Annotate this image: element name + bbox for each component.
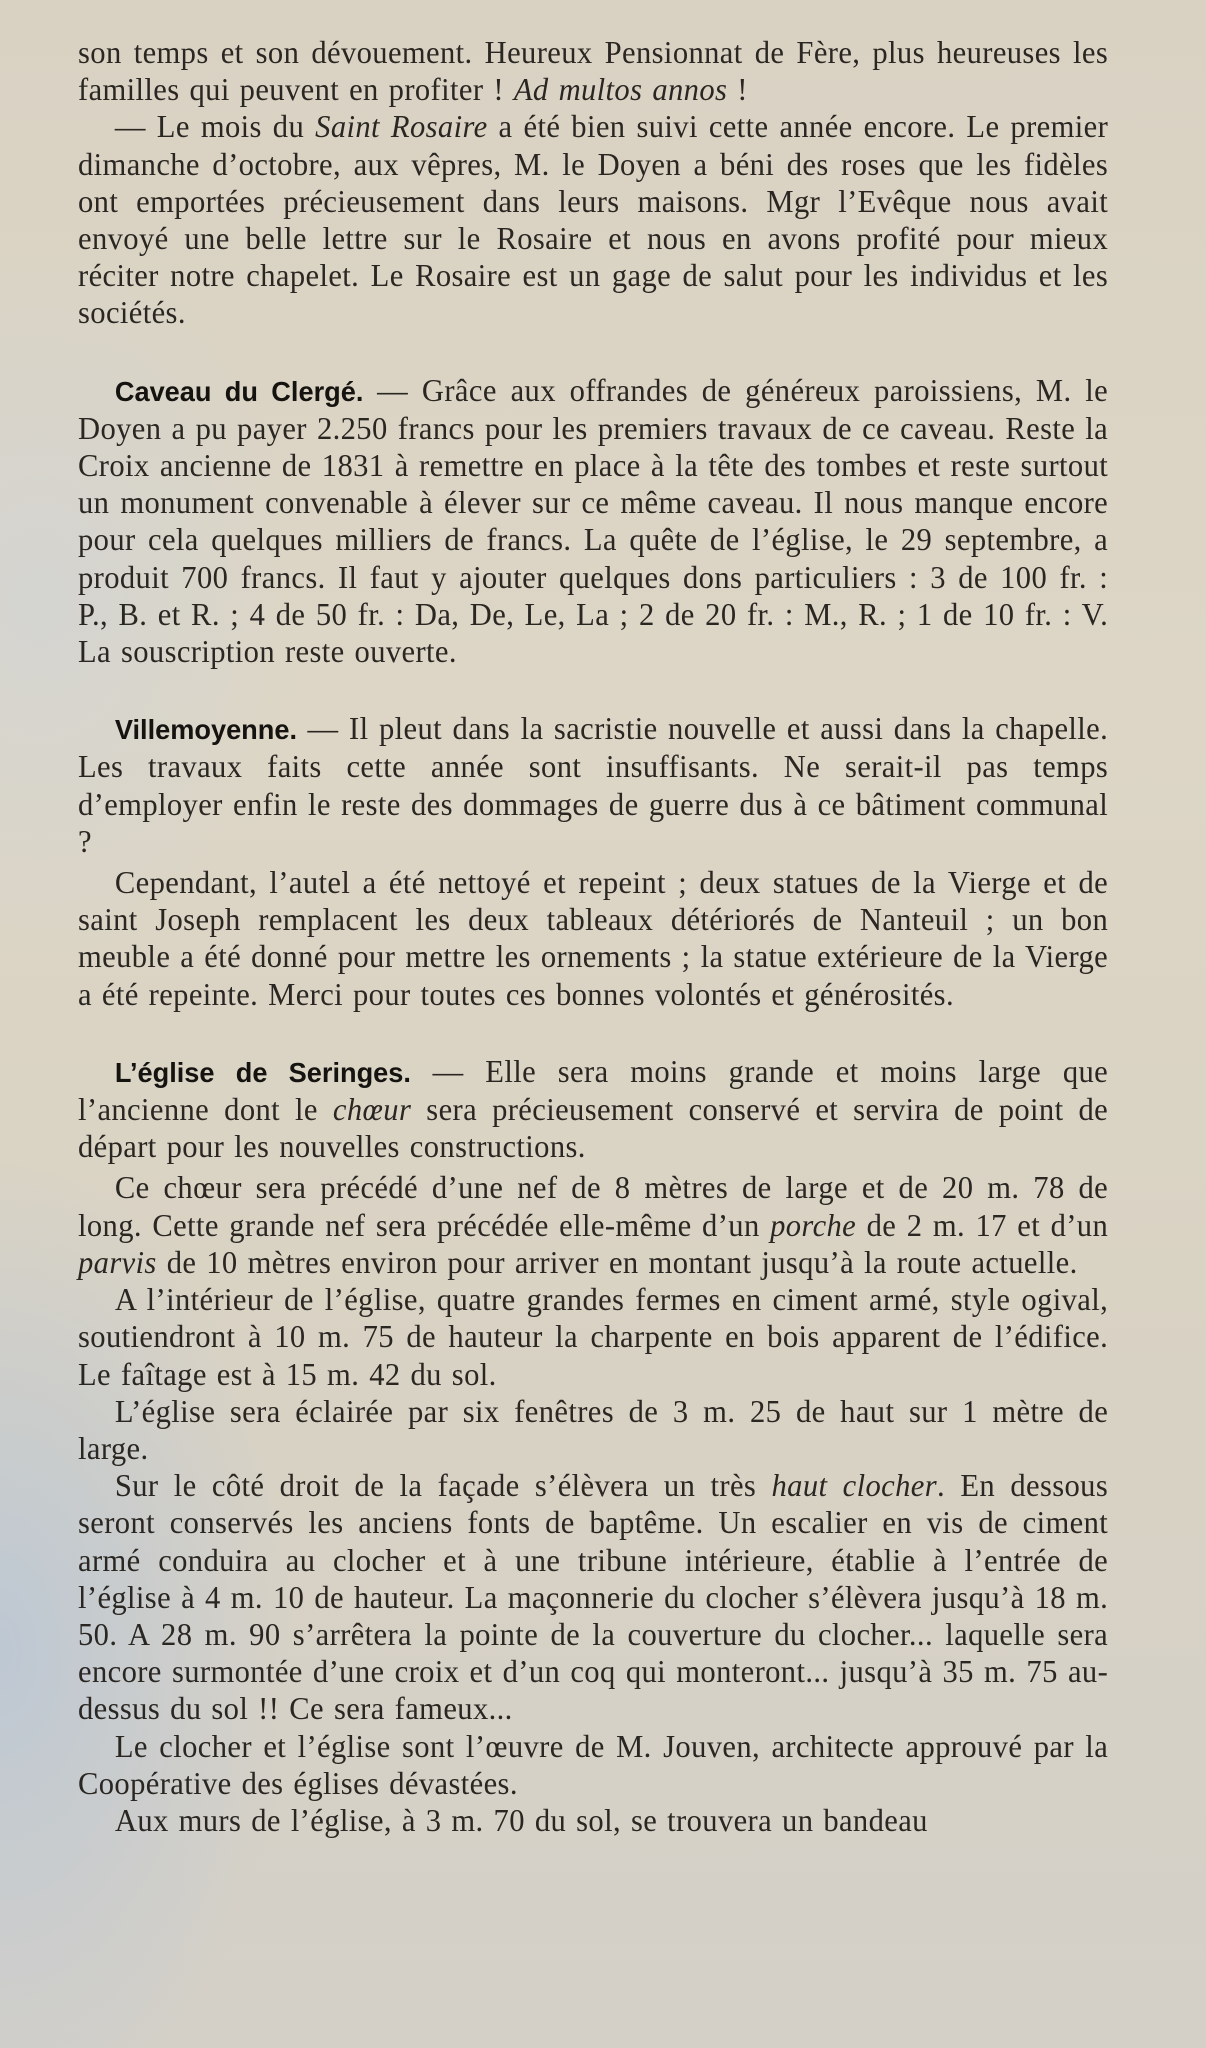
seringes-heading: L’église de Seringes. bbox=[114, 1056, 411, 1088]
document-page bbox=[78, 34, 1140, 1839]
rosaire-paragraph: — Le mois du Saint Rosaire a été bien suivi cette année encore. Le premier dimanche d’octobre, aux vêpres, M. le Doyen a béni des roses que les fidèles ont emportées précieusement dans leurs maisons. Mgr l’Evêque nous avait envoyé une belle lettre sur le Rosaire et nous en avons profité pour mieux réciter notre chapelet. Le Rosaire est un gage de salut pour les individus et les sociétés. bbox=[78, 109, 1109, 331]
saint-rosaire-italic: Saint Rosaire bbox=[315, 109, 488, 145]
latin-phrase: Ad multos annos bbox=[513, 72, 728, 108]
seringes-section: L’église de Seringes. — Elle sera moins grande et moins large que l’ancienne dont le chœur sera précieusement conservé et servira de point de départ pour les nouvelles constructions. bbox=[78, 1053, 1109, 1165]
seringes-paragraph-clocher: Sur le côté droit de la façade s’élèvera un très haut clocher. En dessous seront conservés les anciens fonts de baptême. Un escalier en vis de ciment armé conduira au clocher et à une tribune intérieure, établie à l’entrée de l’église à 4 m. 10 de hauteur. La maçonnerie du clocher s’élèvera jusqu’à 18 m. 50. A 28 m. 90 s’arrêtera la pointe de la couverture du clocher... laquelle sera encore surmontée d’une croix et d’un coq qui monteront... jusqu’à 35 m. 75 au-dessus du sol !! Ce sera fameux... bbox=[78, 1468, 1109, 1727]
villemoyenne-section bbox=[78, 710, 1108, 860]
seringes-paragraph-fermes: A l’intérieur de l’église, quatre grandes fermes en ciment armé, style ogival, soutiendront à 10 m. 75 de hauteur la charpente en bois apparent de l’édifice. Le faîtage est à 15 m. 42 du sol. bbox=[78, 1282, 1109, 1392]
seringes-paragraph-architecte: Le clocher et l’église sont l’œuvre de M. Jouven, architecte approuvé par la Coopérative des églises dévastées. bbox=[78, 1728, 1109, 1801]
villemoyenne-paragraph-2: Cependant, l’autel a été nettoyé et repeint ; deux statues de la Vierge et de saint Joseph remplacent les deux tableaux détériorés de Nanteuil ; un bon meuble a été donné pour mettre les ornements ; la statue extérieure de la Vierge a été repeinte. Merci pour toutes ces bonnes volontés et générosités. bbox=[78, 865, 1109, 1012]
caveau-heading: Caveau du Clergé. bbox=[114, 375, 364, 407]
villemoyenne-text: — Il pleut dans la sacristie nouvelle et aussi dans la chapelle. Les travaux faits cette année sont insuffisants. Ne serait-il pas temps d’employer enfin le reste des dommages de guerre dus à ce bâtiment communal ? bbox=[78, 711, 1109, 859]
caveau-section bbox=[78, 372, 1108, 671]
seringes-paragraph-nef: Ce chœur sera précédé d’une nef de 8 mètres de large et de 20 m. 78 de long. Cette grande nef sera précédée elle-même d’un porche de 2 m. 17 et d’un parvis de 10 mètres environ pour arriver en montant jusqu’à la route actuelle. bbox=[78, 1170, 1109, 1280]
villemoyenne-heading: Villemoyenne. bbox=[114, 714, 298, 746]
intro-paragraph: son temps et son dévouement. Heureux Pensionnat de Fère, plus heureuses les familles qui peuvent en profiter ! Ad multos annos ! bbox=[78, 35, 1109, 108]
seringes-paragraph-bandeau: Aux murs de l’église, à 3 m. 70 du sol, se trouvera un bandeau bbox=[114, 1802, 928, 1838]
caveau-text: — Grâce aux offrandes de généreux paroissiens, M. le Doyen a pu payer 2.250 francs pour les premiers travaux de ce caveau. Reste la Croix ancienne de 1831 à remettre en place à la tête des tombes et reste surtout un monument convenable à élever sur ce même caveau. Il nous manque encore pour cela quelques milliers de francs. La quête de l’église, le 29 septembre, a produit 700 francs. Il faut y ajouter quelques dons particuliers : 3 de 100 fr. : P., B. et R. ; 4 de 50 fr. : Da, De, Le, La ; 2 de 20 fr. : M., R. ; 1 de 10 fr. : V. La souscription reste ouverte. bbox=[78, 372, 1109, 670]
seringes-paragraph-fenetres: L’église sera éclairée par six fenêtres de 3 m. 25 de haut sur 1 mètre de large. bbox=[78, 1393, 1109, 1466]
